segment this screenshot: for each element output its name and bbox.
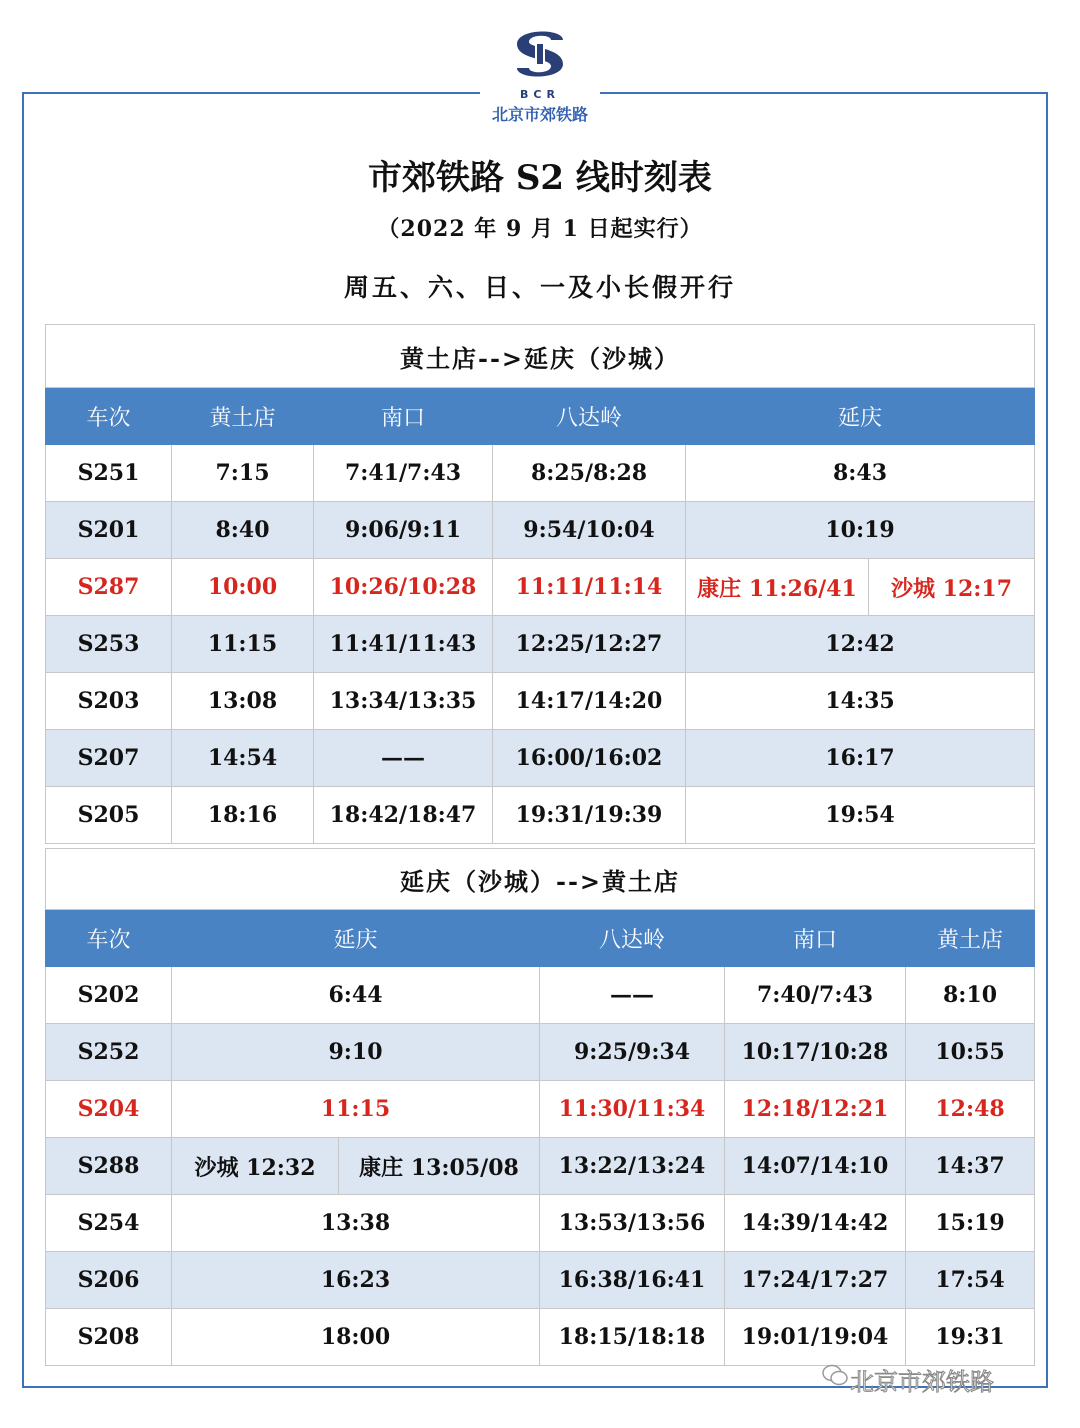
train-number: S205 (46, 787, 172, 844)
time-cell: 9:54/10:04 (493, 502, 686, 559)
col-header-yanqing: 延庆 (172, 910, 540, 967)
time-cell: 12:42 (686, 616, 1035, 673)
col-header-train: 车次 (46, 388, 172, 445)
time-cell: 19:54 (686, 787, 1035, 844)
train-number: S202 (46, 967, 172, 1024)
time-cell: 7:15 (172, 445, 314, 502)
table-row (46, 1195, 1035, 1252)
table-row (46, 502, 1035, 559)
time-cell: 13:34/13:35 (314, 673, 493, 730)
time-cell: 17:24/17:27 (725, 1252, 906, 1309)
col-header-huangtudian: 黄土店 (906, 910, 1035, 967)
time-cell: 8:10 (906, 967, 1035, 1024)
timetable-inbound (45, 848, 1035, 1366)
time-cell: 11:11/11:14 (493, 559, 686, 616)
col-header-nankou: 南口 (314, 388, 493, 445)
direction-label: 延庆（沙城）-->黄土店 (46, 849, 1035, 910)
time-cell: 16:17 (686, 730, 1035, 787)
time-cell: 7:41/7:43 (314, 445, 493, 502)
col-header-yanqing: 延庆 (686, 388, 1035, 445)
time-cell: 康庄 13:05/08 (339, 1138, 540, 1195)
time-cell: 沙城 12:32 (172, 1138, 339, 1195)
time-cell: 15:19 (906, 1195, 1035, 1252)
time-cell: 14:37 (906, 1138, 1035, 1195)
wechat-icon (822, 1364, 848, 1386)
time-cell: 19:31 (906, 1309, 1035, 1366)
table-row (46, 730, 1035, 787)
time-cell: 11:15 (172, 1081, 540, 1138)
time-cell: 14:35 (686, 673, 1035, 730)
direction-label: 黄土店-->延庆（沙城） (46, 325, 1035, 388)
logo-letters: BCR (520, 88, 560, 101)
col-header-badaling: 八达岭 (540, 910, 725, 967)
time-cell: 19:01/19:04 (725, 1309, 906, 1366)
time-cell: —— (314, 730, 493, 787)
train-number: S251 (46, 445, 172, 502)
bcr-logo (480, 22, 600, 134)
time-cell: 14:39/14:42 (725, 1195, 906, 1252)
time-cell: 13:53/13:56 (540, 1195, 725, 1252)
table-row (46, 1081, 1035, 1138)
table-row (46, 616, 1035, 673)
time-cell: 康庄 11:26/41 (686, 559, 869, 616)
table-row (46, 559, 1035, 616)
time-cell: 18:42/18:47 (314, 787, 493, 844)
time-cell: 8:40 (172, 502, 314, 559)
bcr-logo-icon (507, 22, 573, 86)
time-cell: 10:00 (172, 559, 314, 616)
time-cell: 7:40/7:43 (725, 967, 906, 1024)
train-number: S204 (46, 1081, 172, 1138)
time-cell: 18:15/18:18 (540, 1309, 725, 1366)
table-row (46, 445, 1035, 502)
page-title: 市郊铁路 S2 线时刻表 (368, 158, 712, 198)
time-cell: 10:55 (906, 1024, 1035, 1081)
train-number: S288 (46, 1138, 172, 1195)
train-number: S287 (46, 559, 172, 616)
time-cell: 18:16 (172, 787, 314, 844)
train-number: S254 (46, 1195, 172, 1252)
time-cell: 6:44 (172, 967, 540, 1024)
time-cell: 13:08 (172, 673, 314, 730)
timetable-outbound (45, 324, 1035, 844)
time-cell: 9:10 (172, 1024, 540, 1081)
time-cell: 14:07/14:10 (725, 1138, 906, 1195)
time-cell: 8:25/8:28 (493, 445, 686, 502)
col-header-badaling: 八达岭 (493, 388, 686, 445)
col-header-train: 车次 (46, 910, 172, 967)
table-row (46, 1024, 1035, 1081)
time-cell: 18:00 (172, 1309, 540, 1366)
train-number: S208 (46, 1309, 172, 1366)
time-cell: 16:23 (172, 1252, 540, 1309)
table-row (46, 1138, 1035, 1195)
logo-name: 北京市郊铁路 (491, 105, 588, 124)
time-cell: 16:00/16:02 (493, 730, 686, 787)
time-cell: 13:38 (172, 1195, 540, 1252)
train-number: S252 (46, 1024, 172, 1081)
train-number: S253 (46, 616, 172, 673)
time-cell: 8:43 (686, 445, 1035, 502)
time-cell: 12:48 (906, 1081, 1035, 1138)
col-header-nankou: 南口 (725, 910, 906, 967)
time-cell: 11:30/11:34 (540, 1081, 725, 1138)
time-cell: 14:54 (172, 730, 314, 787)
time-cell: 9:25/9:34 (540, 1024, 725, 1081)
table-row (46, 967, 1035, 1024)
time-cell: 16:38/16:41 (540, 1252, 725, 1309)
time-cell: 12:18/12:21 (725, 1081, 906, 1138)
time-cell: 10:17/10:28 (725, 1024, 906, 1081)
time-cell: 19:31/19:39 (493, 787, 686, 844)
train-number: S201 (46, 502, 172, 559)
table-row (46, 673, 1035, 730)
time-cell: 10:19 (686, 502, 1035, 559)
train-number: S206 (46, 1252, 172, 1309)
effective-date: （2022 年 9 月 1 日起实行） (377, 216, 703, 242)
operating-days: 周五、六、日、一及小长假开行 (343, 273, 736, 302)
time-cell: 14:17/14:20 (493, 673, 686, 730)
time-cell: 13:22/13:24 (540, 1138, 725, 1195)
time-cell: 12:25/12:27 (493, 616, 686, 673)
train-number: S207 (46, 730, 172, 787)
time-cell: 11:41/11:43 (314, 616, 493, 673)
time-cell: 10:26/10:28 (314, 559, 493, 616)
time-cell: 17:54 (906, 1252, 1035, 1309)
time-cell: 沙城 12:17 (869, 559, 1035, 616)
time-cell: 11:15 (172, 616, 314, 673)
col-header-huangtudian: 黄土店 (172, 388, 314, 445)
table-row (46, 1252, 1035, 1309)
time-cell: 9:06/9:11 (314, 502, 493, 559)
table-row (46, 787, 1035, 844)
time-cell: —— (540, 967, 725, 1024)
table-row (46, 1309, 1035, 1366)
watermark: 北京市郊铁路 (850, 1368, 994, 1396)
train-number: S203 (46, 673, 172, 730)
